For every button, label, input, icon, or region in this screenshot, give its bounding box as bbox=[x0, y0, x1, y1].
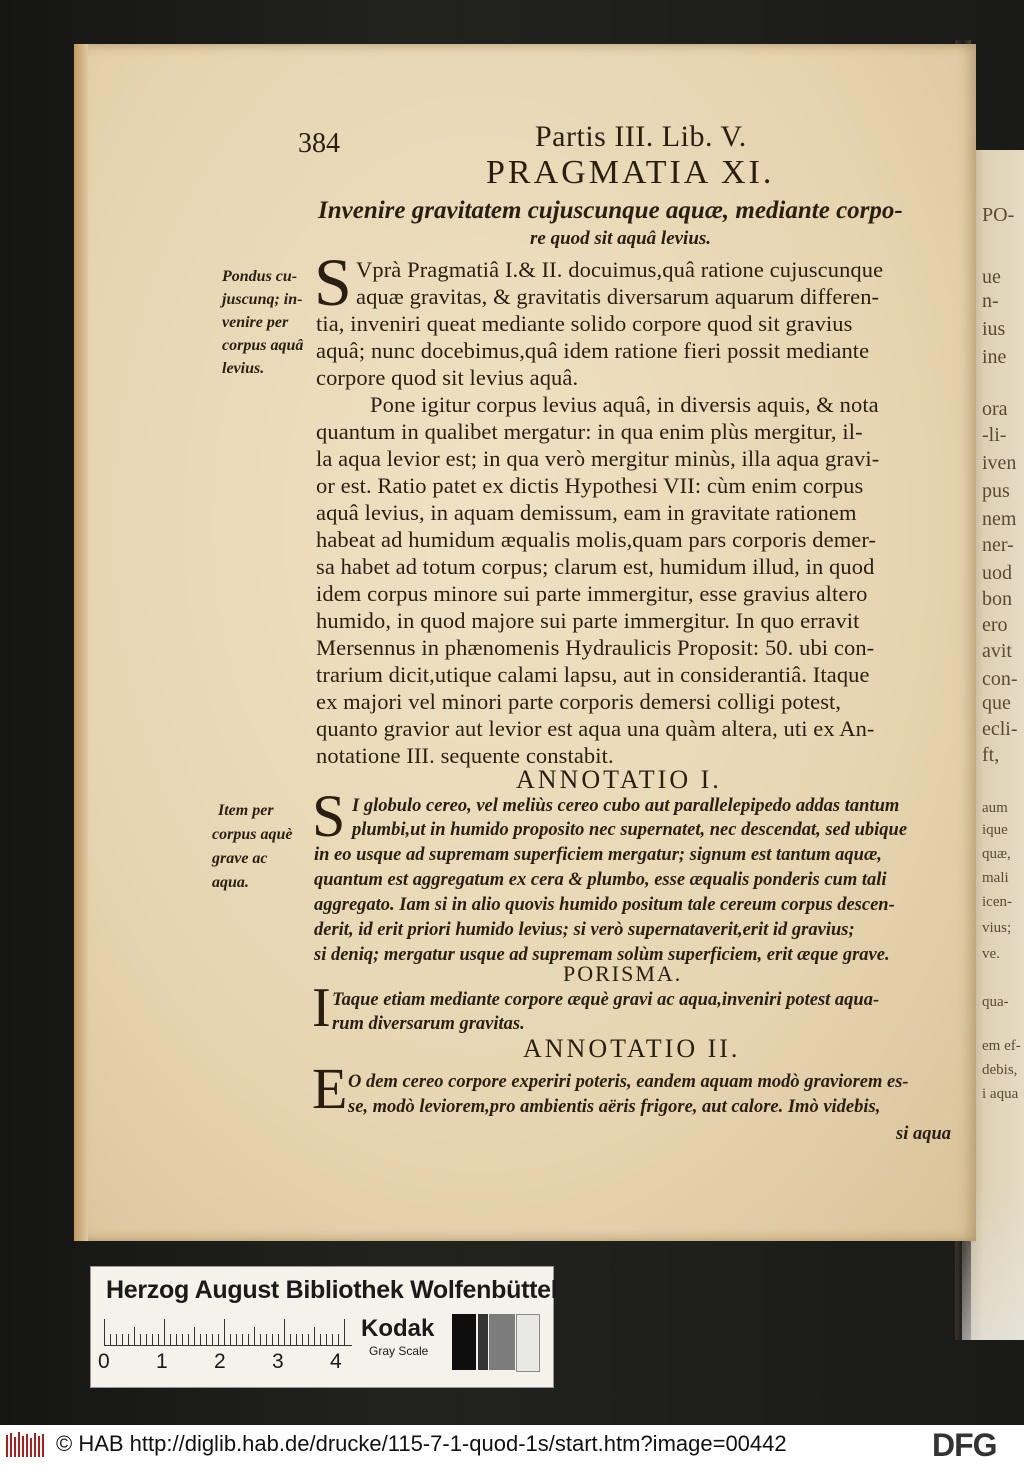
section-subtitle-line: re quod sit aquâ levius. bbox=[530, 228, 712, 249]
margin-note-line: grave ac bbox=[212, 850, 268, 867]
facing-fragment: ero bbox=[982, 614, 1008, 636]
annotation-heading: ANNOTATIO II. bbox=[523, 1034, 741, 1063]
facing-fragment: ft, bbox=[982, 744, 1000, 766]
ruler-tick bbox=[248, 1334, 249, 1345]
facing-fragment: ve. bbox=[982, 946, 1000, 962]
ruler-tick bbox=[326, 1334, 327, 1345]
section-heading: PRAGMATIA XI. bbox=[486, 154, 775, 191]
body-line: trarium dicit,utique calami lapsu, aut in considerantiâ. Itaque bbox=[316, 662, 870, 687]
porisma-heading: PORISMA. bbox=[563, 961, 683, 986]
facing-fragment: avit bbox=[982, 640, 1012, 662]
body-line: humido, in quod majore sui parte immergitur. In quo erravit bbox=[316, 608, 860, 633]
body-line: or est. Ratio patet ex dictis Hypothesi VII: cùm enim corpus bbox=[316, 473, 864, 498]
facing-fragment: ora bbox=[982, 398, 1008, 420]
facing-fragment: vius; bbox=[982, 920, 1012, 936]
annotation-line: si deniq; mergatur usque ad supremam solùm superficiem, erit æque grave. bbox=[314, 945, 890, 965]
page-edge bbox=[74, 44, 88, 1241]
facing-fragment: iven bbox=[982, 452, 1017, 474]
body-line: quanto gravior aut levior est aqua una quàm altera, uti ex An- bbox=[316, 716, 875, 741]
facing-fragment: pus bbox=[982, 480, 1010, 502]
ruler-tick bbox=[272, 1334, 273, 1345]
catchword: si aqua bbox=[896, 1124, 952, 1144]
ruler-tick bbox=[164, 1319, 165, 1345]
margin-note-line: levius. bbox=[222, 360, 265, 377]
ruler-tick bbox=[212, 1334, 213, 1345]
ruler-tick bbox=[332, 1334, 333, 1345]
page-number: 384 bbox=[298, 128, 340, 159]
drop-cap: S bbox=[314, 244, 352, 320]
gray-patch-white bbox=[516, 1314, 540, 1372]
annotation-line: aggregato. Iam si in alio quovis humido positum tale cereum corpus descen- bbox=[314, 895, 895, 915]
facing-fragment: mali bbox=[982, 870, 1009, 886]
ruler-tick bbox=[200, 1334, 201, 1345]
annotation-heading: ANNOTATIO I. bbox=[516, 765, 722, 794]
ruler-tick bbox=[278, 1334, 279, 1345]
body-line: tia, inveniri queat mediante solido corpore quod sit gravius bbox=[316, 311, 853, 336]
running-title: Partis III. Lib. V. bbox=[535, 120, 747, 153]
ruler-tick bbox=[140, 1334, 141, 1345]
drop-cap: S bbox=[312, 783, 346, 849]
facing-fragment: con- bbox=[982, 668, 1018, 690]
ruler-tick bbox=[266, 1334, 267, 1345]
annotation-line: quantum est aggregatum ex cera & plumbo, esse æqualis ponderis cum tali bbox=[314, 870, 887, 890]
facing-fragment: uod bbox=[982, 562, 1012, 584]
body-line: Pone igitur corpus levius aquâ, in diversis aquis, & nota bbox=[370, 392, 879, 417]
body-line: aquæ gravitas, & gravitatis diversarum aquarum differen- bbox=[356, 284, 880, 309]
gray-scale-label: Gray Scale bbox=[369, 1344, 429, 1358]
ruler-tick bbox=[242, 1334, 243, 1345]
ruler-tick bbox=[152, 1334, 153, 1345]
body-line: ex majori vel minori parte corporis demersi colligi potest, bbox=[316, 689, 842, 714]
ruler-tick bbox=[290, 1334, 291, 1345]
copyright-url[interactable]: © HAB http://diglib.hab.de/drucke/115-7-1-quod-1s/start.htm?image=00442 bbox=[56, 1431, 787, 1456]
ruler-tick bbox=[134, 1327, 135, 1345]
kodak-logo: Kodak bbox=[361, 1315, 435, 1342]
annotation-line: se, modò leviorem,pro ambientis aëris frigore, aut calore. Imò videbis, bbox=[348, 1097, 881, 1117]
body-line: aquâ levius, in aquam demissum, eam in gravitate rationem bbox=[316, 500, 857, 525]
facing-fragment: -li- bbox=[982, 424, 1007, 446]
ruler-tick bbox=[170, 1334, 171, 1345]
ruler-tick bbox=[224, 1319, 225, 1345]
body-line: quantum in qualibet mergatur: in qua enim plùs mergitur, il- bbox=[316, 419, 863, 444]
dfg-logo: DFG bbox=[932, 1427, 997, 1463]
ruler-tick bbox=[296, 1334, 297, 1345]
scale-number: 3 bbox=[272, 1350, 284, 1373]
facing-fragment: que bbox=[982, 692, 1011, 714]
facing-fragment: nem bbox=[982, 508, 1017, 530]
facing-fragment: n- bbox=[982, 290, 999, 312]
ruler-tick bbox=[104, 1319, 105, 1345]
annotation-line: derit, id erit priori humido levius; si verò supernataverit,erit id gravius; bbox=[314, 920, 855, 940]
annotation-line: O dem cereo corpore experiri poteris, eandem aquam modò graviorem es- bbox=[348, 1072, 909, 1092]
scale-ruler bbox=[104, 1317, 352, 1346]
scale-number: 4 bbox=[330, 1350, 342, 1373]
scale-number: 1 bbox=[156, 1350, 168, 1373]
ruler-tick bbox=[188, 1334, 189, 1345]
margin-note-line: corpus aquè bbox=[212, 826, 293, 843]
ruler-tick bbox=[302, 1334, 303, 1345]
ruler-tick bbox=[236, 1334, 237, 1345]
body-line: sa habet ad totum corpus; clarum est, humidum illud, in quod bbox=[316, 554, 875, 579]
ruler-tick bbox=[110, 1334, 111, 1345]
ruler-tick bbox=[194, 1327, 195, 1345]
porisma-line: rum diversarum gravitas. bbox=[332, 1014, 525, 1034]
margin-note-line: venire per bbox=[222, 314, 289, 331]
ruler-tick bbox=[122, 1334, 123, 1345]
drop-cap: I bbox=[312, 977, 331, 1039]
porisma-line: Taque etiam mediante corpore æquè gravi ac aqua,inveniri potest aqua- bbox=[332, 990, 880, 1010]
body-line: notatione III. sequente constabit. bbox=[316, 743, 614, 768]
facing-fragment: ner- bbox=[982, 534, 1014, 556]
facing-fragment: ue bbox=[982, 266, 1001, 288]
annotation-line: I globulo cereo, vel meliùs cereo cubo aut parallelepipedo addas tantum bbox=[352, 796, 900, 816]
ruler-tick bbox=[338, 1334, 339, 1345]
facing-fragment: bon bbox=[982, 588, 1012, 610]
facing-fragment: i aqua bbox=[982, 1086, 1019, 1102]
drop-cap: E bbox=[312, 1056, 348, 1121]
ruler-tick bbox=[320, 1334, 321, 1345]
ruler-tick bbox=[206, 1334, 207, 1345]
facing-fragment: em ef- bbox=[982, 1038, 1021, 1054]
body-line: idem corpus minore sui parte immergitur, esse gravius altero bbox=[316, 581, 868, 606]
annotation-line: in eo usque ad supremam superficiem mergatur; signum est tantum aquæ, bbox=[314, 845, 882, 865]
ruler-tick bbox=[230, 1334, 231, 1345]
facing-fragment: ine bbox=[982, 346, 1007, 368]
facing-fragment: ius bbox=[982, 318, 1006, 340]
ruler-tick bbox=[344, 1319, 345, 1345]
ruler-tick bbox=[254, 1327, 255, 1345]
ruler-tick bbox=[158, 1334, 159, 1345]
margin-note-line: corpus aquâ bbox=[222, 337, 304, 354]
facing-fragment: debis, bbox=[982, 1062, 1018, 1078]
gray-patch-mid bbox=[489, 1314, 515, 1370]
facing-fragment: icen- bbox=[982, 894, 1012, 910]
ruler-tick bbox=[116, 1334, 117, 1345]
facing-fragment: quæ, bbox=[982, 846, 1011, 862]
ruler-tick bbox=[128, 1334, 129, 1345]
annotation-line: plumbi,ut in humido proposito nec supernatet, nec descendat, sed ubique bbox=[352, 820, 908, 840]
margin-note-line: Item per bbox=[218, 802, 274, 819]
section-subtitle-line: Invenire gravitatem cujuscunque aquæ, mediante corpo- bbox=[318, 197, 903, 224]
body-line: corpore quod sit levius aquâ. bbox=[316, 365, 579, 390]
gray-patch-black bbox=[452, 1314, 476, 1370]
margin-note-line: Pondus cu- bbox=[222, 268, 298, 285]
library-name: Herzog August Bibliothek Wolfenbüttel bbox=[106, 1276, 558, 1304]
margin-note-line: aqua. bbox=[212, 874, 249, 891]
ruler-tick bbox=[182, 1334, 183, 1345]
facing-fragment: PO- bbox=[982, 204, 1015, 226]
ruler-tick bbox=[146, 1334, 147, 1345]
ruler-tick bbox=[176, 1334, 177, 1345]
body-line: aquâ; nunc docebimus,quâ idem ratione fieri possit mediante bbox=[316, 338, 870, 363]
body-line: Mersennus in phænomenis Hydraulicis Proposit: 50. ubi con- bbox=[316, 635, 875, 660]
scale-number: 0 bbox=[98, 1350, 110, 1373]
body-line: la aqua levior est; in qua verò mergitur minùs, illa aqua gravi- bbox=[316, 446, 880, 471]
margin-note-line: juscunq; in- bbox=[222, 291, 303, 308]
ruler-tick bbox=[218, 1334, 219, 1345]
body-line: Vprà Pragmatiâ I.& II. docuimus,quâ ratione cujuscunque bbox=[356, 257, 884, 282]
scale-number: 2 bbox=[214, 1350, 226, 1373]
ruler-tick bbox=[284, 1319, 285, 1345]
facing-fragment: aum bbox=[982, 800, 1008, 816]
facing-fragment: ique bbox=[982, 822, 1008, 838]
ruler-tick bbox=[308, 1334, 309, 1345]
gray-patch-dark bbox=[478, 1314, 488, 1370]
body-line: habeat ad humidum æqualis molis,quam pars corporis demer- bbox=[316, 527, 877, 552]
ruler-tick bbox=[314, 1327, 315, 1345]
facing-fragment: ecli- bbox=[982, 718, 1018, 740]
hab-logo-icon bbox=[4, 1430, 48, 1460]
ruler-tick bbox=[260, 1334, 261, 1345]
facing-fragment: qua- bbox=[982, 994, 1009, 1010]
